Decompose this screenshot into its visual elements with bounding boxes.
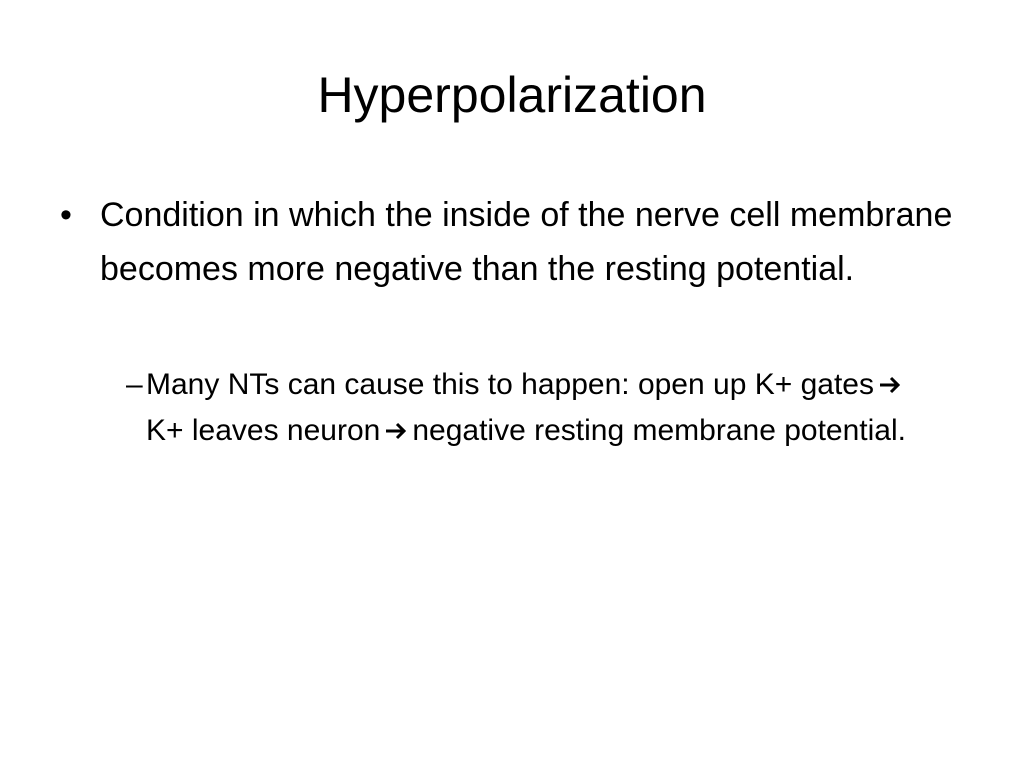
arrow-right-icon xyxy=(878,375,902,395)
bullet-text: Condition in which the inside of the nerve cell membrane becomes more negative than the resting potential. xyxy=(100,196,953,288)
bullet-marker: • xyxy=(60,196,72,234)
sub-bullet-part-2: K+ leaves neuron xyxy=(146,414,381,447)
slide-title: Hyperpolarization xyxy=(317,67,707,123)
sub-bullet-part-1: Many NTs can cause this to happen: open up K+ gates xyxy=(146,368,874,401)
arrow-right-icon xyxy=(384,421,408,441)
sub-bullet-item xyxy=(126,362,906,454)
sub-bullet-part-3: negative resting membrane potential. xyxy=(412,414,906,447)
sub-bullet-text xyxy=(146,362,906,454)
bullet-item xyxy=(60,188,970,296)
sub-bullet-marker: – xyxy=(126,368,143,401)
